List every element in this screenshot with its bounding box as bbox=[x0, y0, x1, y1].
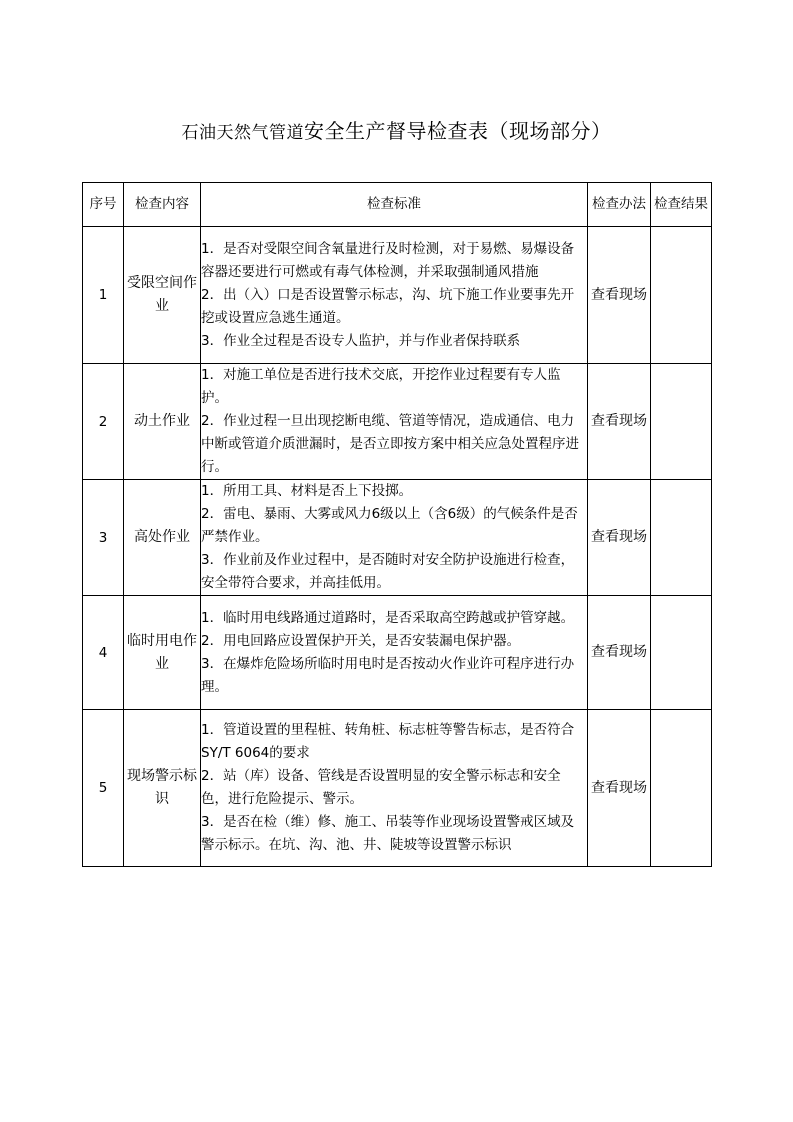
table-row bbox=[83, 710, 712, 867]
check-standard bbox=[201, 480, 588, 596]
check-method: 查看现场 bbox=[588, 710, 651, 867]
check-standard bbox=[201, 364, 588, 480]
row-number: 4 bbox=[83, 596, 124, 710]
check-result[interactable] bbox=[651, 710, 712, 867]
standard-item: 1．所用工具、材料是否上下投掷。 bbox=[201, 483, 413, 499]
check-content: 高处作业 bbox=[124, 480, 201, 596]
header-content: 检查内容 bbox=[124, 183, 201, 227]
check-method: 查看现场 bbox=[588, 227, 651, 364]
page-title bbox=[0, 116, 793, 148]
table-row bbox=[83, 364, 712, 480]
check-result[interactable] bbox=[651, 364, 712, 480]
table-row bbox=[83, 480, 712, 596]
standard-item: 2．用电回路应设置保护开关，是否安装漏电保护器。 bbox=[201, 632, 521, 649]
check-result[interactable] bbox=[651, 480, 712, 596]
inspection-table bbox=[82, 182, 712, 867]
check-result[interactable] bbox=[651, 596, 712, 710]
row-number: 5 bbox=[83, 710, 124, 867]
standard-item: 2．雷电、暴雨、大雾或风力6级以上（含6级）的气候条件是否严禁作业。 bbox=[201, 506, 578, 545]
header-standard: 检查标准 bbox=[201, 183, 588, 227]
table-row bbox=[83, 596, 712, 710]
check-standard bbox=[201, 596, 588, 710]
standard-item: 1．管道设置的里程桩、转角桩、标志桩等警告标志，是否符合 SY/T 6064的要求 bbox=[201, 722, 575, 761]
check-content: 临时用电作业 bbox=[124, 596, 201, 710]
check-content: 动土作业 bbox=[124, 364, 201, 480]
header-result: 检查结果 bbox=[651, 183, 712, 227]
standard-item: 1．是否对受限空间含氧量进行及时检测，对于易燃、易爆设备容器还要进行可燃或有毒气体检测，并采取强制通风措施 bbox=[201, 240, 575, 280]
check-method: 查看现场 bbox=[588, 364, 651, 480]
standard-item: 3．作业前及作业过程中，是否随时对安全防护设施进行检查，安全带符合要求，并高挂低用。 bbox=[201, 552, 575, 591]
header-method: 检查办法 bbox=[588, 183, 651, 227]
row-number: 3 bbox=[83, 480, 124, 596]
row-number: 1 bbox=[83, 227, 124, 364]
header-no: 序号 bbox=[83, 183, 124, 227]
table-header-row bbox=[83, 183, 712, 227]
check-result[interactable] bbox=[651, 227, 712, 364]
check-method: 查看现场 bbox=[588, 480, 651, 596]
title-part-b: 安全生产督导检查表（现场部分） bbox=[304, 119, 612, 143]
check-content: 现场警示标识 bbox=[124, 710, 201, 867]
standard-item: 3．是否在检（维）修、施工、吊装等作业现场设置警戒区域及警示标示。在坑、沟、池、井、陡坡等设置警示标识 bbox=[201, 814, 575, 853]
title-part-a: 石油天然气管道 bbox=[181, 123, 304, 143]
standard-item: 3．作业全过程是否设专人监护，并与作业者保持联系 bbox=[201, 332, 521, 349]
check-method: 查看现场 bbox=[588, 596, 651, 710]
standard-item: 1．临时用电线路通过道路时，是否采取高空跨越或护管穿越。 bbox=[201, 609, 575, 626]
standard-item: 2．站（库）设备、管线是否设置明显的安全警示标志和安全色，进行危险提示、警示。 bbox=[201, 768, 561, 807]
check-standard bbox=[201, 710, 588, 867]
standard-item: 2．出（入）口是否设置警示标志，沟、坑下施工作业要事先开挖或设置应急逃生通道。 bbox=[201, 286, 575, 326]
check-standard bbox=[201, 227, 588, 364]
check-content: 受限空间作业 bbox=[124, 227, 201, 364]
row-number: 2 bbox=[83, 364, 124, 480]
table-row bbox=[83, 227, 712, 364]
standard-item: 3．在爆炸危险场所临时用电时是否按动火作业许可程序进行办理。 bbox=[201, 655, 575, 695]
standard-item: 2．作业过程一旦出现挖断电缆、管道等情况，造成通信、电力中断或管道介质泄漏时，是否立即按方案中相关应急处置程序进行。 bbox=[201, 413, 579, 475]
standard-item: 1．对施工单位是否进行技术交底，开挖作业过程要有专人监护。 bbox=[201, 367, 561, 406]
